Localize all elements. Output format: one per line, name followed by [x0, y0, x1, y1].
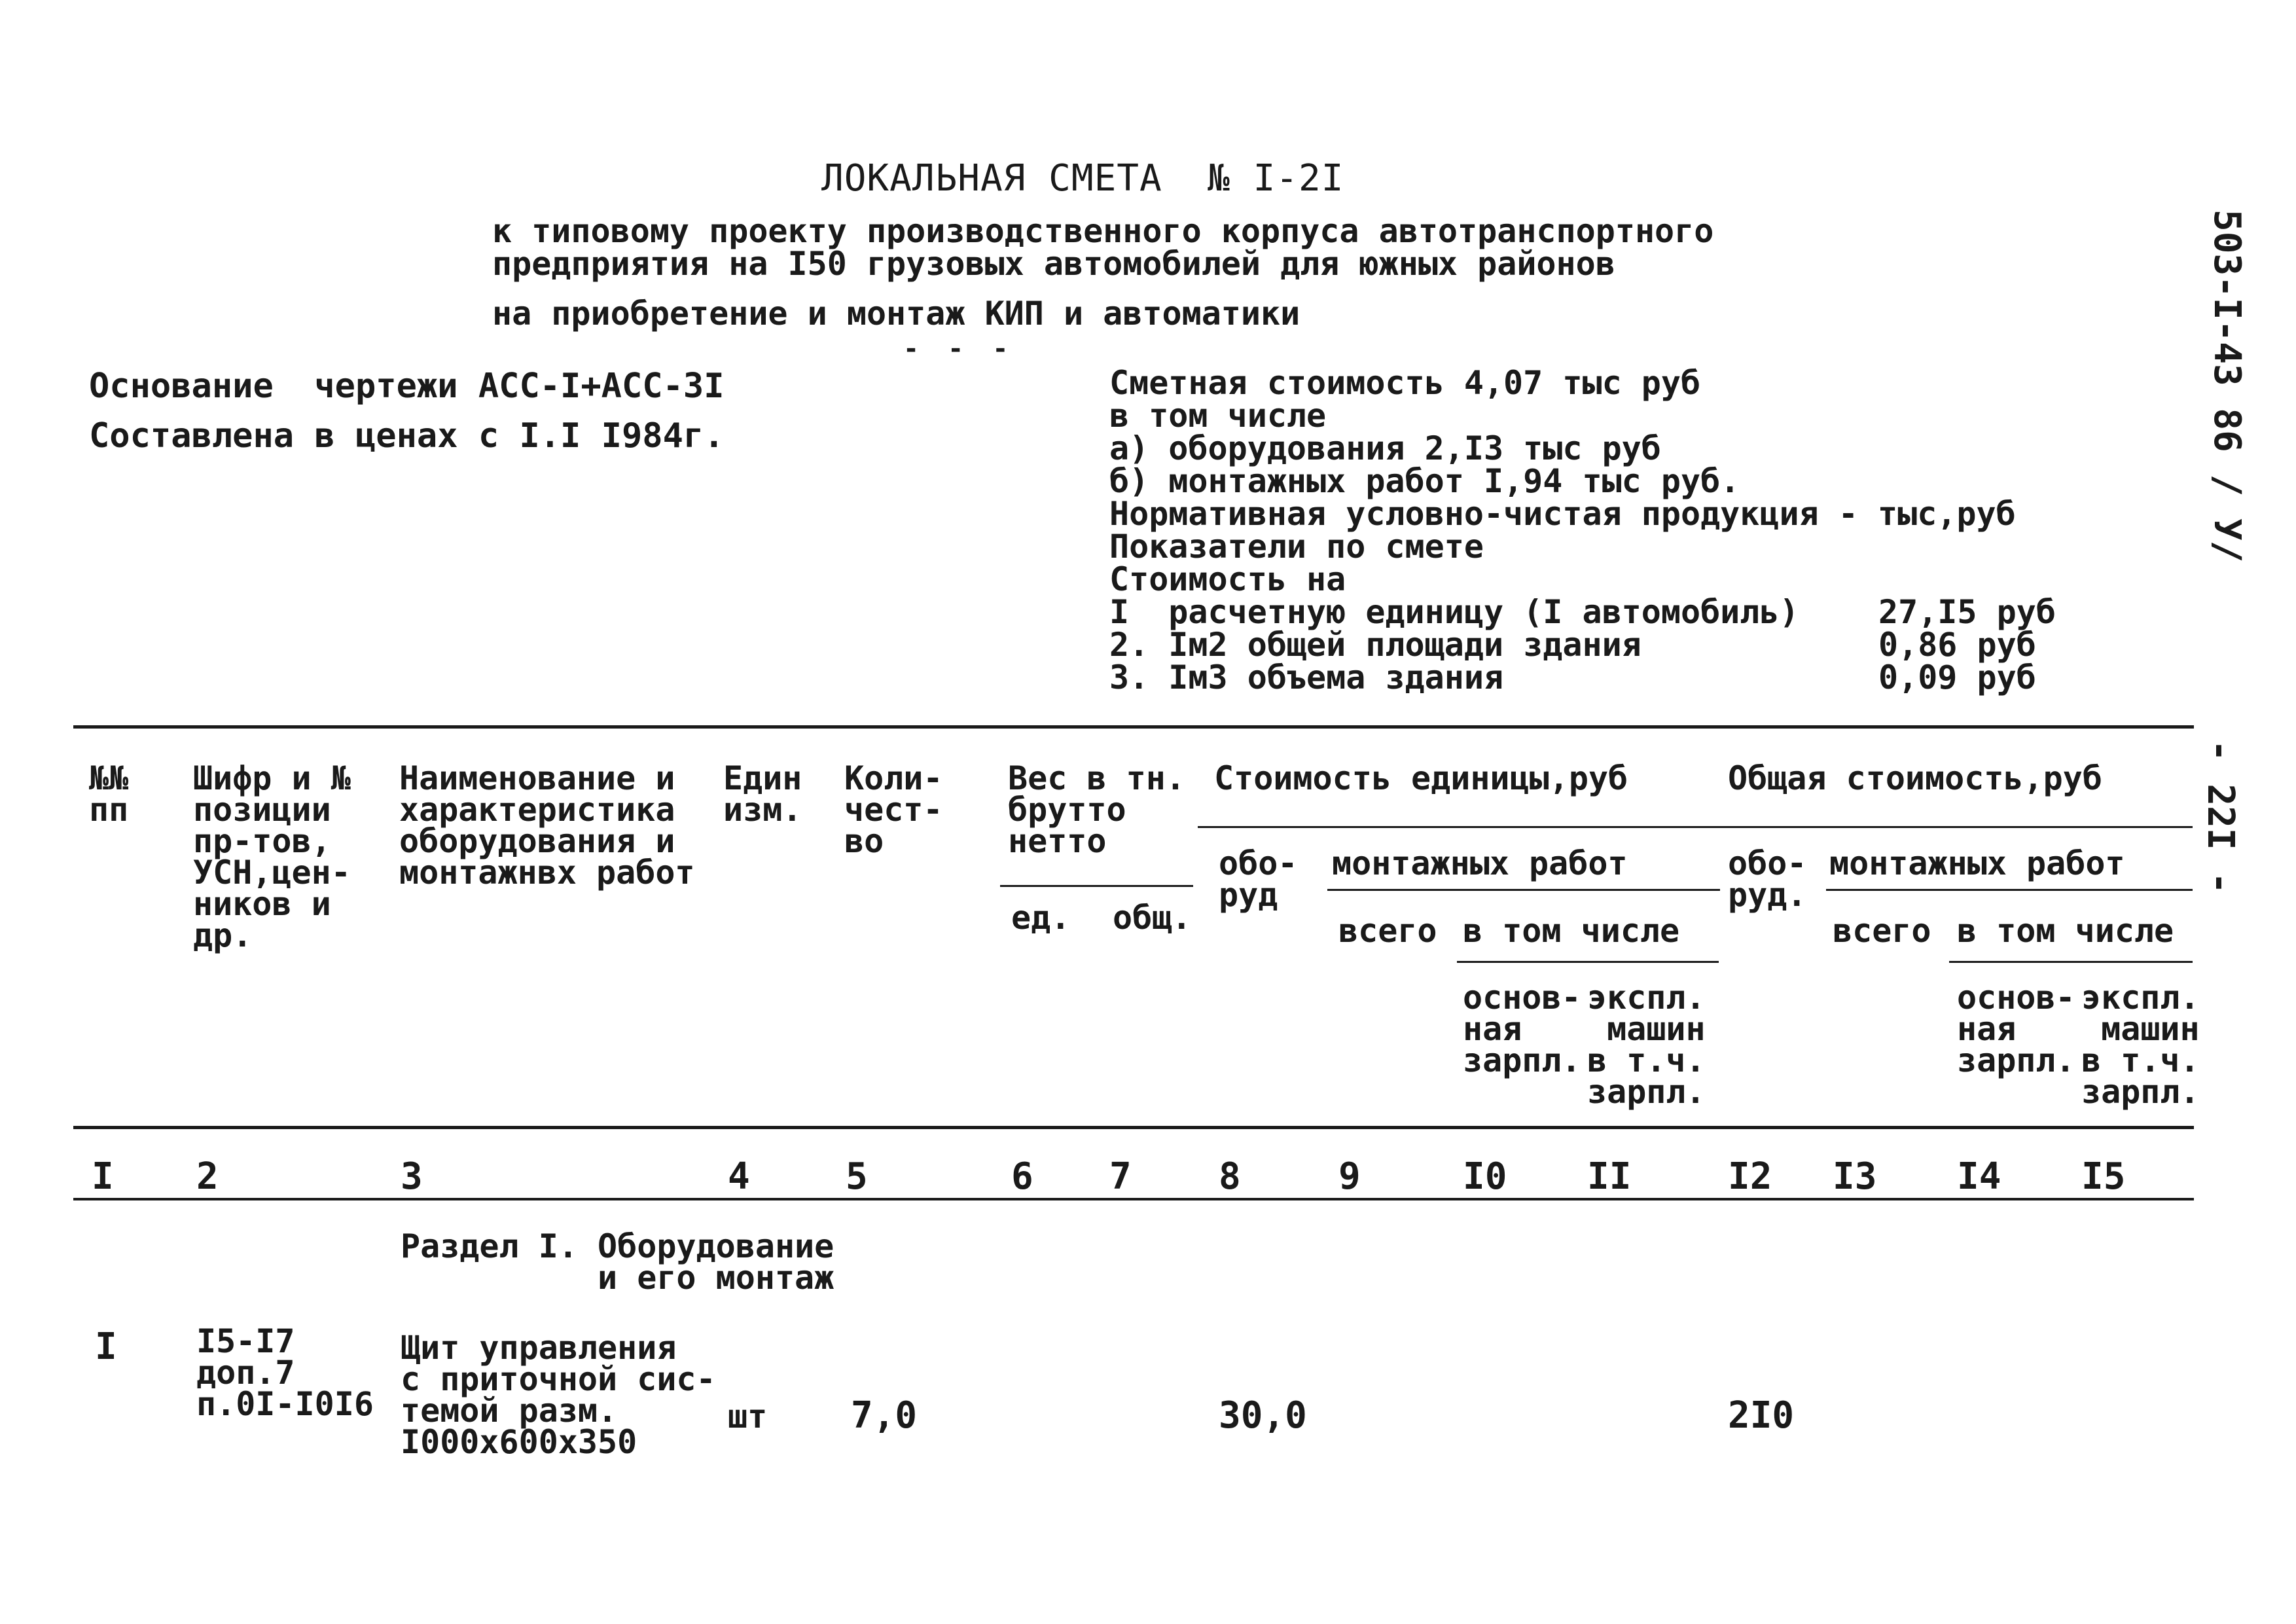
- header-machine: экспл. машин в т.ч. зарпл.: [1587, 979, 1706, 1111]
- header-unit-cost: Стоимость единицы,руб: [1214, 759, 1628, 797]
- row-code: I5-I7 доп.7 п.0I-I0I6: [196, 1322, 374, 1423]
- header-col-weight: Вес в тн. брутто нетто: [1008, 759, 1185, 860]
- column-number: 2: [196, 1155, 219, 1198]
- header-rule-cost: [1198, 826, 2193, 828]
- estimate-indicators-title: Показатели по смете: [1109, 528, 1484, 566]
- column-number: 5: [846, 1155, 868, 1198]
- header-install: монтажных работ: [1332, 844, 1628, 882]
- indicator-value-3: 0,09 руб: [1878, 659, 2036, 696]
- row-unit: шт: [728, 1398, 768, 1435]
- header-rule-install: [1327, 889, 1720, 891]
- header-weight-total: общ.: [1113, 899, 1192, 937]
- table-header-rule: [73, 1126, 2194, 1129]
- row-unit-equip-cost: 30,0: [1219, 1394, 1307, 1437]
- estimate-cost-per: Стоимость на: [1109, 560, 1346, 598]
- row-total-equip-cost: 2I0: [1728, 1394, 1795, 1437]
- estimate-normative: Нормативная условно-чистая продукция - тыс,руб: [1109, 495, 2016, 533]
- indicator-label-1: I расчетную единицу (I автомобиль): [1109, 593, 1799, 631]
- estimate-cost: Сметная стоимость 4,07 тыс руб: [1109, 364, 1701, 402]
- header-incl: в том числе: [1463, 912, 1680, 950]
- header-weight-unit: ед.: [1011, 899, 1071, 937]
- header-incl2: в том числе: [1957, 912, 2174, 950]
- header-wage: основ- ная зарпл.: [1463, 979, 1581, 1079]
- header-wage2: основ- ная зарпл.: [1957, 979, 2075, 1079]
- estimate-including: в том числе: [1109, 397, 1327, 435]
- header-rule-weight: [1000, 885, 1193, 887]
- header-machine2: экспл. машин в т.ч. зарпл.: [2081, 979, 2200, 1111]
- column-number: I4: [1957, 1155, 2001, 1198]
- decorative-dashes: - - -: [903, 334, 1015, 364]
- estimate-install: б) монтажных работ I,94 тыс руб.: [1109, 462, 1740, 500]
- column-number: I0: [1463, 1155, 1507, 1198]
- indicator-label-3: 3. Iм3 объема здания: [1109, 659, 1504, 696]
- document-title: ЛОКАЛЬНАЯ СМЕТА № I-2I: [821, 157, 1344, 200]
- indicator-value-1: 27,I5 руб: [1878, 593, 2056, 631]
- header-total: всего: [1338, 912, 1437, 950]
- column-number: I5: [2081, 1155, 2126, 1198]
- header-col-unit: Един изм.: [723, 759, 802, 829]
- column-number: II: [1587, 1155, 1632, 1198]
- column-number: I3: [1833, 1155, 1877, 1198]
- header-install2: монтажных работ: [1829, 844, 2125, 882]
- column-numbers-rule: [73, 1198, 2194, 1200]
- side-document-code: 503-I-43 86 / У/: [2206, 209, 2248, 563]
- header-rule-incl: [1457, 961, 1719, 963]
- header-equip2: обо- руд.: [1728, 844, 1807, 914]
- header-col-no: №№ пп: [89, 759, 129, 829]
- header-equip: обо- руд: [1219, 844, 1298, 914]
- row-number: I: [95, 1326, 117, 1368]
- header-rule-install2: [1826, 889, 2193, 891]
- column-number: 7: [1109, 1155, 1132, 1198]
- estimate-equipment: а) оборудования 2,I3 тыс руб: [1109, 429, 1661, 467]
- subtitle-line-3: на приобретение и монтаж КИП и автоматики: [492, 295, 1300, 333]
- table-top-rule: [73, 725, 2194, 729]
- page-number: - 22I -: [2199, 740, 2242, 895]
- indicator-value-2: 0,86 руб: [1878, 626, 2036, 664]
- column-number: 4: [728, 1155, 750, 1198]
- column-number: 3: [401, 1155, 423, 1198]
- column-number: 6: [1011, 1155, 1033, 1198]
- header-rule-incl2: [1949, 961, 2193, 963]
- subtitle-line-2: предприятия на I50 грузовых автомобилей для южных районов: [492, 245, 1615, 283]
- indicator-label-2: 2. Iм2 общей площади здания: [1109, 626, 1641, 664]
- header-col-name: Наименование и характеристика оборудования и монтажнвх работ: [399, 759, 695, 892]
- subtitle-line-1: к типовому проекту производственного корпуса автотранспортного: [492, 212, 1714, 250]
- header-total2: всего: [1833, 912, 1931, 950]
- column-number: I2: [1728, 1155, 1772, 1198]
- column-number: 8: [1219, 1155, 1241, 1198]
- prices-text: Составлена в ценах с I.I I984г.: [89, 416, 725, 456]
- header-col-code: Шифр и № позиции пр-тов, УСН,цен- ников и др.: [193, 759, 351, 954]
- basis-text: Основание чертежи АСС-I+АСС-3I: [89, 367, 725, 406]
- header-total-cost: Общая стоимость,руб: [1728, 759, 2102, 797]
- header-col-qty: Коли- чест- во: [844, 759, 943, 860]
- column-number: I: [92, 1155, 114, 1198]
- column-number: 9: [1338, 1155, 1361, 1198]
- row-name: Щит управления с приточной сис- темой разм. I000х600х350: [401, 1329, 716, 1461]
- section-title: Раздел I. Оборудование и его монтаж: [401, 1227, 834, 1297]
- row-qty: 7,0: [851, 1394, 918, 1437]
